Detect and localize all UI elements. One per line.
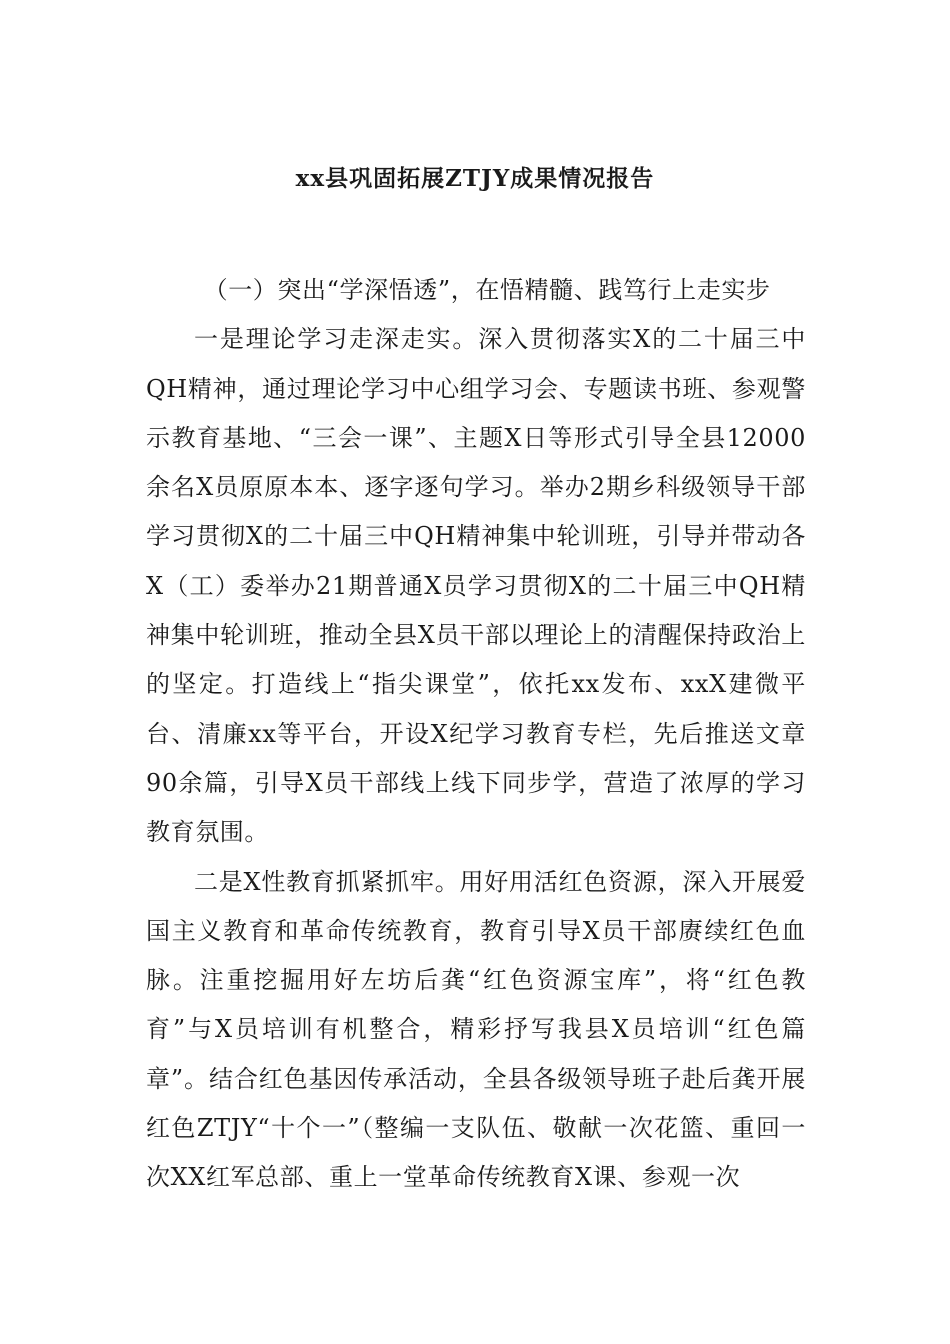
- document-title: xx县巩固拓展ZTJY成果情况报告: [295, 165, 655, 192]
- paragraph-theory-study: 一是理论学习走深走实。深入贯彻落实X的二十届三中QH精神，通过理论学习中心组学习会、专题读书班、参观警示教育基地、“三会一课”、主题X日等形式引导全县12000余名X员原原本本、逐字逐句学习。举办2期乡科级领导干部学习贯彻X的二十届三中QH精神集中轮训班，引导并带动各X（工）委举办21期普通X员学习贯彻X的二十届三中QH精神集中轮训班，推动全县X员干部以理论上的清醒保持政治上的坚定。打造线上“指尖课堂”，依托xx发布、xxX建微平台、清廉xx等平台，开设X纪学习教育专栏，先后推送文章90余篇，引导X员干部线上线下同步学，营造了浓厚的学习教育氛围。: [146, 325, 806, 847]
- document-body: [146, 266, 806, 1203]
- section-heading: （一）突出“学深悟透”，在悟精髓、践笃行上走实步: [203, 276, 771, 304]
- paragraph-party-education: 二是X性教育抓紧抓牢。用好用活红色资源，深入开展爱国主义教育和革命传统教育，教育引导X员干部赓续红色血脉。注重挖掘用好左坊后龚“红色资源宝库”，将“红色教育”与X员培训有机整合，精彩抒写我县X员培训“红色篇章”。结合红色基因传承活动，全县各级领导班子赴后龚开展红色ZTJY“十个一”（整编一支队伍、敬献一次花篮、重回一次XX红军总部、重上一堂革命传统教育X课、参观一次: [146, 867, 806, 1192]
